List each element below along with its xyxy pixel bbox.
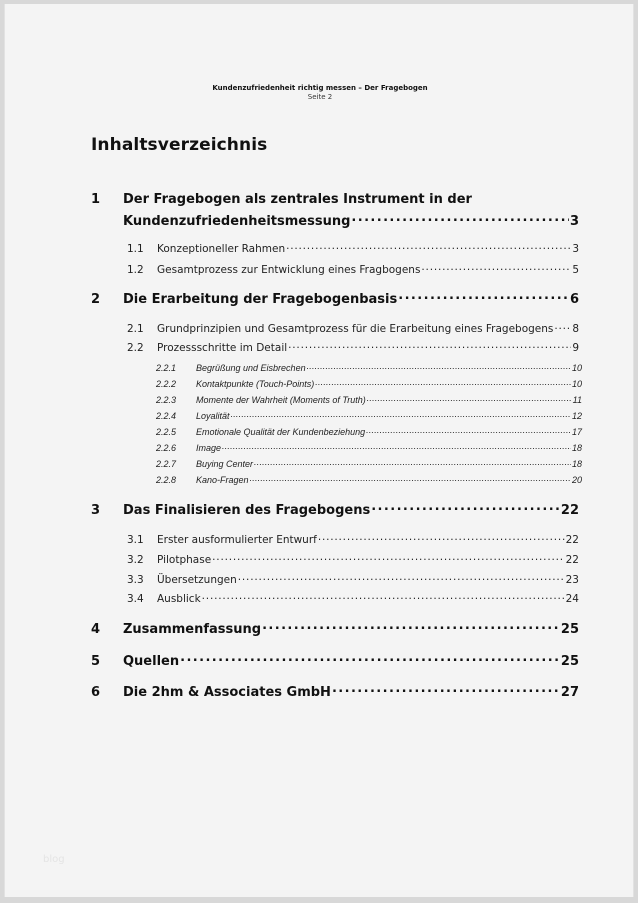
section-title: Pilotphase xyxy=(157,553,212,566)
dot-leader xyxy=(231,410,571,419)
watermark-text: blog xyxy=(43,854,65,865)
page-number: 8 xyxy=(572,322,579,335)
section-title: Ausblick xyxy=(157,592,201,605)
dot-leader xyxy=(398,290,569,303)
toc-chapter-6[interactable] xyxy=(91,683,579,700)
subsection-number: 2.2.2 xyxy=(156,379,177,389)
subsection-title: Loyalität xyxy=(196,411,230,421)
subsection-title: Begrüßung und Eisbrechen xyxy=(196,363,306,373)
chapter-title: Kundenzufriedenheitsmessung xyxy=(123,214,351,229)
section-number: 3.2 xyxy=(127,553,144,566)
page-number: 9 xyxy=(572,341,579,354)
page-number: 23 xyxy=(565,573,579,586)
chapter-number: 5 xyxy=(91,654,101,669)
chapter-title: Quellen xyxy=(123,654,180,669)
page-number: 6 xyxy=(569,292,579,307)
page-number: 3 xyxy=(572,242,579,255)
chapter-title: Der Fragebogen als zentrales Instrument in der xyxy=(123,192,472,207)
section-title: Übersetzungen xyxy=(157,573,237,586)
section-number: 2.1 xyxy=(127,322,144,335)
page-number: 5 xyxy=(572,263,579,276)
subsection-number: 2.2.5 xyxy=(156,427,177,437)
header-page-label: Seite 2 xyxy=(307,93,333,101)
chapter-number: 6 xyxy=(91,685,101,700)
toc-subsection-2-2-7[interactable] xyxy=(156,458,582,469)
dot-leader xyxy=(366,426,571,435)
page-number: 20 xyxy=(571,475,582,485)
dot-leader xyxy=(222,442,571,451)
section-number: 3.1 xyxy=(127,533,144,546)
dot-leader xyxy=(212,552,564,563)
page-number: 25 xyxy=(560,654,579,669)
section-number: 2.2 xyxy=(127,341,144,354)
chapter-title: Die 2hm & Associates GmbH xyxy=(123,685,331,700)
toc-section-3-1[interactable] xyxy=(127,532,579,546)
toc-subsection-2-2-2[interactable] xyxy=(156,378,582,389)
dot-leader xyxy=(202,591,565,602)
page-number: 3 xyxy=(569,214,579,229)
toc-chapter-5[interactable] xyxy=(91,652,579,669)
dot-leader xyxy=(250,474,571,483)
dot-leader xyxy=(262,620,560,633)
dot-leader xyxy=(307,362,571,371)
page-number: 18 xyxy=(571,459,582,469)
page-number: 24 xyxy=(565,592,579,605)
toc-chapter-1[interactable] xyxy=(123,212,579,229)
subsection-number: 2.2.7 xyxy=(156,459,177,469)
toc-chapter-3[interactable] xyxy=(91,501,579,518)
dot-leader xyxy=(318,532,565,543)
toc-section-2-1[interactable] xyxy=(127,321,579,335)
page-number: 12 xyxy=(571,411,582,421)
chapter-number: 4 xyxy=(91,622,101,637)
page-number: 22 xyxy=(565,533,579,546)
toc-subsection-2-2-1[interactable] xyxy=(156,362,582,373)
dot-leader xyxy=(554,321,571,332)
header-title: Kundenzufriedenheit richtig messen – Der Fragebogen xyxy=(212,84,428,92)
subsection-number: 2.2.4 xyxy=(156,411,177,421)
subsection-number: 2.2.8 xyxy=(156,475,177,485)
dot-leader xyxy=(371,501,560,514)
page-number: 22 xyxy=(560,503,579,518)
document-page xyxy=(4,4,634,897)
page-number: 22 xyxy=(565,553,579,566)
page-number: 17 xyxy=(571,427,582,437)
page-number: 10 xyxy=(571,379,582,389)
toc-subsection-2-2-5[interactable] xyxy=(156,426,582,437)
subsection-title: Emotionale Qualität der Kundenbeziehung xyxy=(196,427,366,437)
subsection-number: 2.2.6 xyxy=(156,443,177,453)
dot-leader xyxy=(180,652,560,665)
chapter-number: 1 xyxy=(91,192,101,207)
toc-section-2-2[interactable] xyxy=(127,340,579,354)
subsection-title: Kano-Fragen xyxy=(196,475,249,485)
page-number: 11 xyxy=(572,395,582,405)
chapter-title: Die Erarbeitung der Fragebogenbasis xyxy=(123,292,398,307)
subsection-title: Image xyxy=(196,443,222,453)
dot-leader xyxy=(367,394,572,403)
page-number: 10 xyxy=(571,363,582,373)
chapter-title: Das Finalisieren des Fragebogens xyxy=(123,503,371,518)
section-title: Prozessschritte im Detail xyxy=(157,341,288,354)
section-title: Konzeptioneller Rahmen xyxy=(157,242,286,255)
dot-leader xyxy=(351,212,569,225)
toc-chapter-1-line1[interactable] xyxy=(91,192,579,207)
toc-section-3-2[interactable] xyxy=(127,552,579,566)
subsection-number: 2.2.3 xyxy=(156,395,177,405)
dot-leader xyxy=(288,340,571,351)
section-number: 3.4 xyxy=(127,592,144,605)
toc-subsection-2-2-3[interactable] xyxy=(156,394,582,405)
section-number: 1.1 xyxy=(127,242,144,255)
dot-leader xyxy=(238,572,565,583)
chapter-title: Zusammenfassung xyxy=(123,622,262,637)
subsection-title: Buying Center xyxy=(196,459,254,469)
dot-leader xyxy=(254,458,571,467)
section-number: 3.3 xyxy=(127,573,144,586)
toc-subsection-2-2-8[interactable] xyxy=(156,474,582,485)
section-title: Erster ausformulierter Entwurf xyxy=(157,533,317,546)
section-number: 1.2 xyxy=(127,263,144,276)
toc-subsection-2-2-6[interactable] xyxy=(156,442,582,453)
chapter-number: 3 xyxy=(91,503,101,518)
toc-section-1-1[interactable] xyxy=(127,241,579,255)
page-number: 27 xyxy=(560,685,579,700)
section-title: Gesamtprozess zur Entwicklung eines Fragbogens xyxy=(157,263,421,276)
toc-section-3-3[interactable] xyxy=(127,572,579,586)
toc-section-1-2[interactable] xyxy=(127,262,579,276)
subsection-title: Kontaktpunkte (Touch-Points) xyxy=(196,379,315,389)
toc-subsection-2-2-4[interactable] xyxy=(156,410,582,421)
toc-chapter-4[interactable] xyxy=(91,620,579,637)
toc-section-3-4[interactable] xyxy=(127,591,579,605)
chapter-number: 2 xyxy=(91,292,101,307)
dot-leader xyxy=(421,262,571,273)
page-number: 18 xyxy=(571,443,582,453)
section-title: Grundprinzipien und Gesamtprozess für die Erarbeitung eines Fragebogens xyxy=(157,322,554,335)
dot-leader xyxy=(332,683,560,696)
dot-leader xyxy=(315,378,571,387)
toc-title: Inhaltsverzeichnis xyxy=(91,135,268,155)
toc-chapter-2[interactable] xyxy=(91,290,579,307)
subsection-number: 2.2.1 xyxy=(156,363,177,373)
dot-leader xyxy=(286,241,571,252)
running-header xyxy=(5,84,635,102)
subsection-title: Momente der Wahrheit (Moments of Truth) xyxy=(196,395,366,405)
page-number: 25 xyxy=(560,622,579,637)
